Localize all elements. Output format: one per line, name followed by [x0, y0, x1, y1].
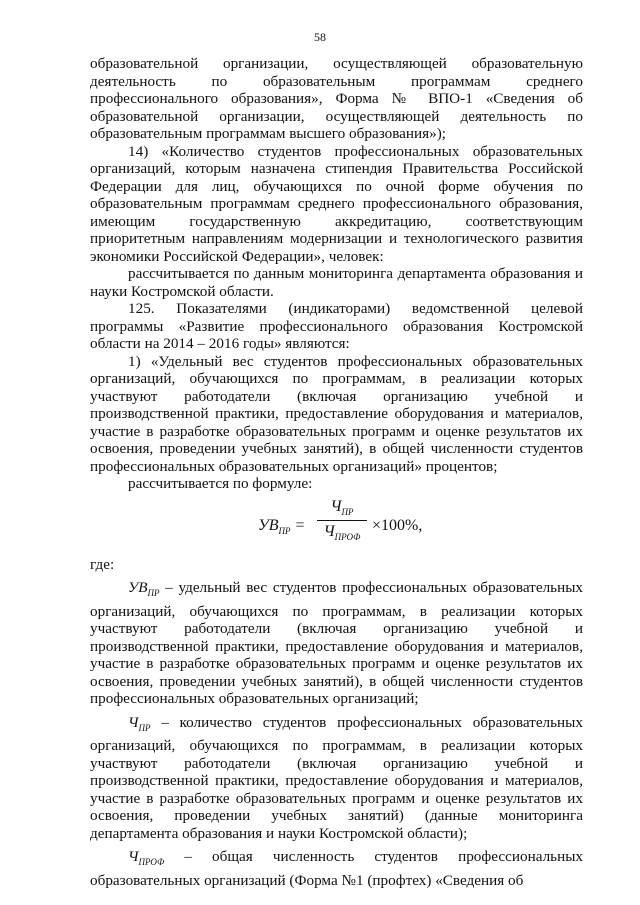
- document-body: [90, 55, 583, 889]
- where-label: где:: [90, 555, 115, 573]
- paragraph-125: 125. Показателями (индикаторами) ведомственной целевой программы «Развитие профессионального образования Костромской области на 2014 – 2016 годы» являются:: [90, 300, 583, 352]
- paragraph-formula-intro: рассчитывается по формуле:: [128, 475, 313, 492]
- formula-rhs: ×100%,: [372, 516, 423, 534]
- paragraph-calculation-note: рассчитывается по данным мониторинга департамента образования и науки Костромской области.: [90, 265, 583, 300]
- formula-numerator: $Ч_{ПР}$: [330, 497, 354, 517]
- definition-ch-pr: $Ч_{ПР}$ – количество студентов профессиональных образовательных организаций, обучающихся по программам, в реализации которых участвуют работодатели (включая организацию учебной и производственной практики, предоставление оборудования и материалов, участие в разработке образовательных программ и оценке результатов их освоения, проведении учебных занятий) (данные мониторинга департамента образования и науки Костромской области);: [90, 713, 583, 842]
- formula: [90, 498, 583, 552]
- page-number: 58: [314, 30, 326, 44]
- paragraph-item-14: 14) «Количество студентов профессиональных образовательных организаций, которым назначена стипендия Правительства Российской Федерации для лиц, обучающихся по очной форме обучения по образовательным программам среднего профессионального образования, имеющим государственную аккредитацию, соответствующим приоритетным направлениям модернизации и технологического развития экономики Российской Федерации», человек:: [90, 142, 583, 265]
- formula-fraction: [315, 498, 369, 547]
- paragraph-item-1: 1) «Удельный вес студентов профессиональных образовательных организаций, обучающихся по программам, в реализации которых участвуют работодатели (включая организацию учебной и производственной практики, предоставление оборудования и материалов, участие в разработке образовательных программ и оценке результатов их освоения, проведении учебных занятий), в общей численности студентов профессиональных образовательных организаций» процентов;: [90, 352, 583, 475]
- definition-uv-pr: $УВ_{ПР}$ – удельный вес студентов профессиональных образовательных организаций, обучающихся по программам, в реализации которых участвуют работодатели (включая организацию учебной и производственной практики, предоставление оборудования и материалов, участие в разработке образовательных программ и оценке результатов их освоения, проведении учебных занятий), в общей численности студентов профессиональных образовательных организаций;: [90, 579, 583, 708]
- formula-denominator: $Ч_{ПРОФ}$: [323, 522, 361, 542]
- definition-ch-prof: $Ч_{ПРОФ}$ – общая численность студентов профессиональных образовательных организаций (Форма №1 (профтех) «Сведения об: [90, 848, 583, 889]
- paragraph-continuation: образовательной организации, осуществляющей образовательную деятельность по образовательным программам среднего профессионального образования», Форма № ВПО-1 «Сведения об образовательной организации, осуществляющей деятельность по образовательным программам высшего образования»);: [90, 55, 583, 142]
- formula-lhs: $УВ_{ПР}$ =: [258, 516, 306, 536]
